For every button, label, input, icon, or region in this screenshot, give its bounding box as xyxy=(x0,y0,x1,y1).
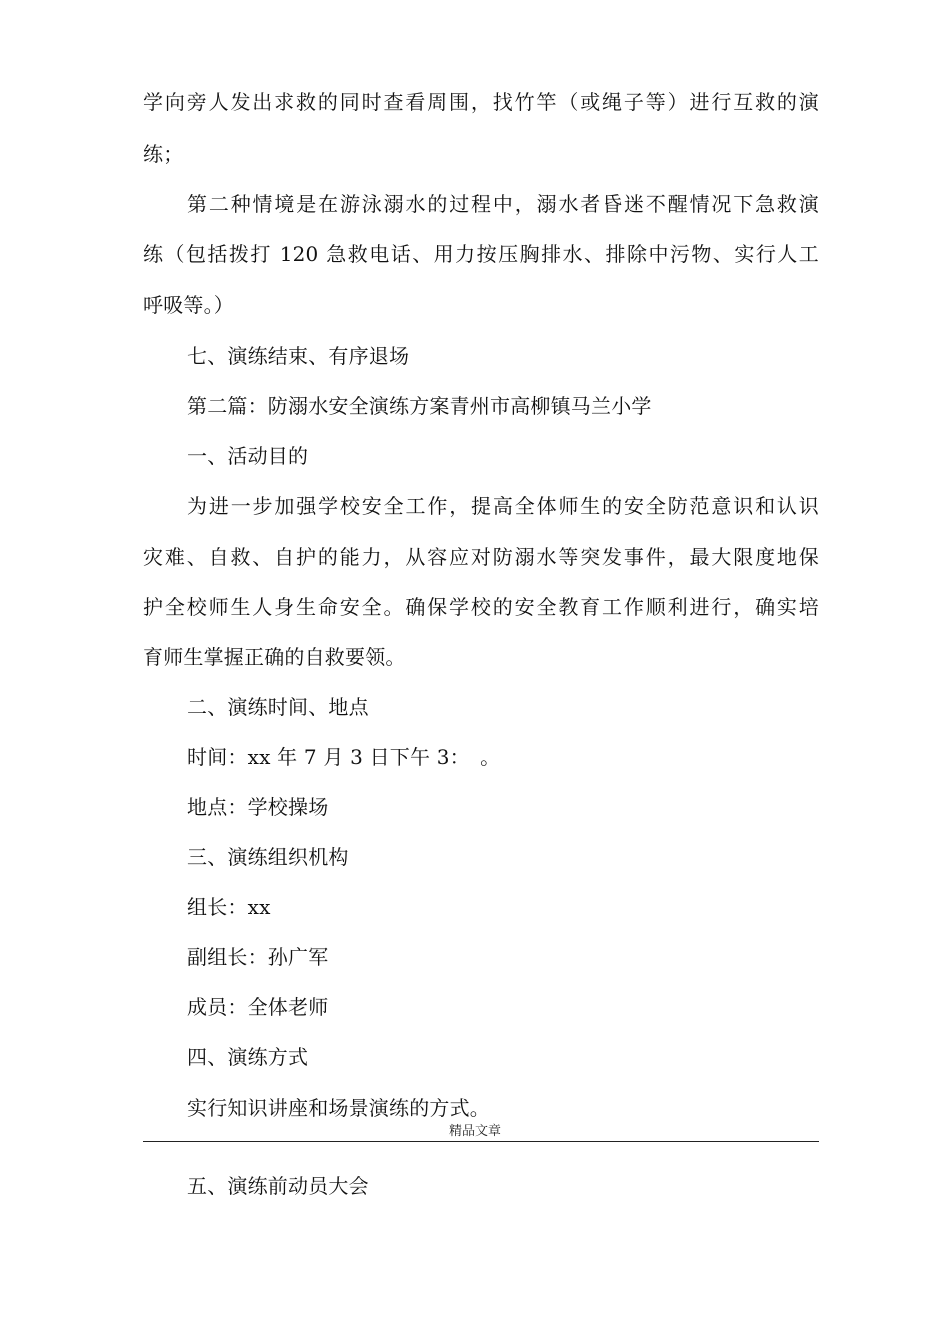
section-heading: 三、演练组织机构 xyxy=(187,845,349,869)
paragraph-line: 时间：xx 年 7 月 3 日下午 3： 。 xyxy=(187,745,501,769)
paragraph-line: 练； xyxy=(143,142,184,166)
section-heading: 五、演练前动员大会 xyxy=(187,1174,369,1198)
footer-divider xyxy=(143,1141,819,1142)
paragraph-line: 学向旁人发出求救的同时查看周围，找竹竿（或绳子等）进行互救的演 xyxy=(143,90,819,114)
paragraph-line: 组长：xx xyxy=(187,895,271,919)
article-title: 第二篇：防溺水安全演练方案青州市高柳镇马兰小学 xyxy=(187,394,652,418)
paragraph-line: 护全校师生人身生命安全。确保学校的安全教育工作顺利进行，确实培 xyxy=(143,595,819,619)
paragraph-line: 育师生掌握正确的自救要领。 xyxy=(143,645,406,669)
paragraph-line: 呼吸等。） xyxy=(143,293,234,317)
paragraph-line: 成员：全体老师 xyxy=(187,995,329,1019)
section-heading: 七、演练结束、有序退场 xyxy=(187,344,410,368)
section-heading: 四、演练方式 xyxy=(187,1045,309,1069)
section-heading: 二、演练时间、地点 xyxy=(187,695,369,719)
paragraph-line: 地点：学校操场 xyxy=(187,795,329,819)
paragraph-line: 第二种情境是在游泳溺水的过程中，溺水者昏迷不醒情况下急救演 xyxy=(187,192,819,216)
paragraph-line: 练（包括拨打 120 急救电话、用力按压胸排水、排除中污物、实行人工 xyxy=(143,242,819,266)
paragraph-line: 灾难、自救、自护的能力，从容应对防溺水等突发事件，最大限度地保 xyxy=(143,545,819,569)
section-heading: 一、活动目的 xyxy=(187,444,309,468)
paragraph-line: 实行知识讲座和场景演练的方式。 xyxy=(187,1096,490,1120)
page-footer-label: 精品文章 xyxy=(448,1124,501,1139)
paragraph-line: 副组长：孙广军 xyxy=(187,945,329,969)
paragraph-line: 为进一步加强学校安全工作，提高全体师生的安全防范意识和认识 xyxy=(187,494,819,518)
